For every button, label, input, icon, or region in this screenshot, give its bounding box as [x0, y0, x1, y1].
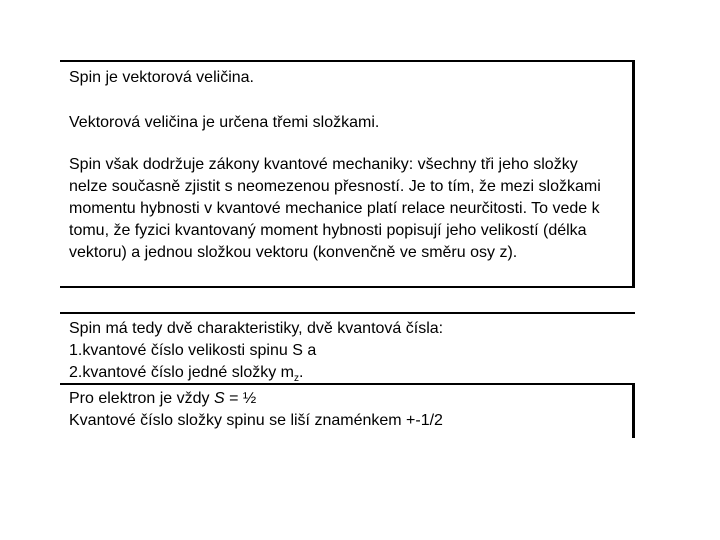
text-paragraph: Spin však dodržuje zákony kvantové mechaniky: všechny tři jeho složky nelze současně zjistit s neomezenou přesností. Je to tím, že mezi složkami momentu hybnosti v kvantové mechanice platí relace neurčitosti. To vede k tomu, že fyzici kvantovaný moment hybnosti popisují jeho velikostí (délka vektoru) a jednou složkou vektoru (konvenčně ve směru osy z).: [69, 156, 601, 261]
text-span: = ½: [224, 390, 257, 407]
text-span: Pro elektron je vždy: [69, 390, 214, 407]
text-line: Spin má tedy dvě charakteristiky, dvě kvantová čísla:: [69, 320, 444, 337]
text-span: .: [299, 364, 304, 381]
text-line: Vektorová veličina je určena třemi složkami.: [69, 114, 380, 131]
text-line: [60, 388, 632, 410]
text-line: 1.kvantové číslo velikosti spinu S a: [69, 342, 317, 359]
variable: S: [213, 390, 225, 407]
text-box-electron: [60, 383, 635, 438]
text-box-vector: [60, 60, 635, 288]
text-span: 2.kvantové číslo jedné složky m: [69, 364, 294, 381]
text-line: [60, 362, 635, 384]
subscript: z: [294, 373, 299, 384]
text-line: Spin je vektorová veličina.: [69, 69, 254, 86]
text-box-quantum-numbers: [60, 312, 635, 384]
text-line: Kvantové číslo složky spinu se liší znaménkem +-1/2: [69, 412, 443, 429]
